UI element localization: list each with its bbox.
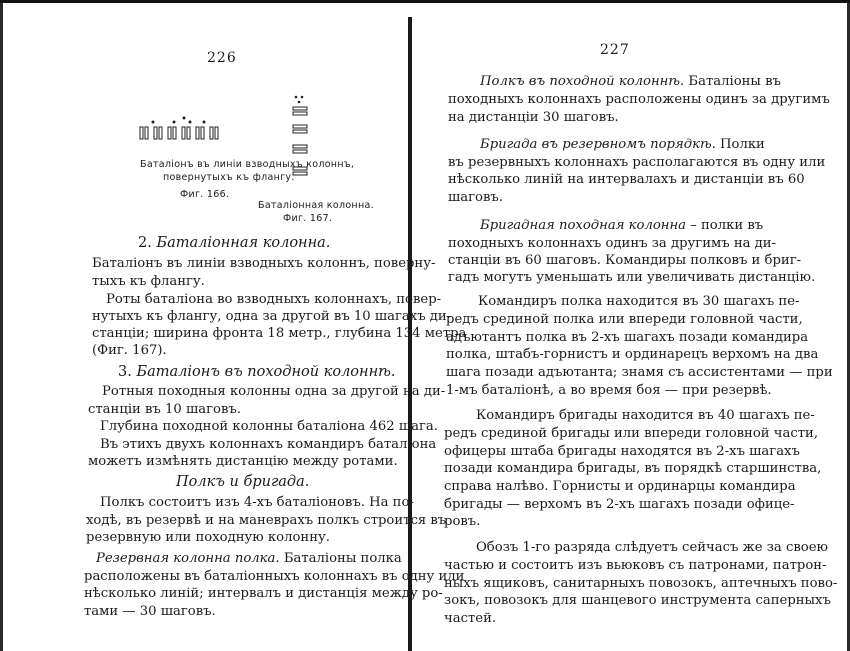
scan-edge-left xyxy=(0,3,3,651)
para-4-line: редъ срединой полка или впереди головной части, xyxy=(446,312,803,327)
para-3-line xyxy=(480,217,763,234)
section-3-line: Глубина походной колонны баталіона 462 шага. xyxy=(100,419,438,434)
para-5-line: позади командира бригады, въ порядкѣ старшинства, xyxy=(444,461,822,476)
page-number-left: 226 xyxy=(207,50,237,66)
para-6-line: ныхъ ящиковъ, санитарныхъ повозокъ, аптечныхъ пово- xyxy=(444,576,838,591)
figure-166-caption-line1: Баталіонъ въ линіи взводныхъ колоннъ, xyxy=(140,159,355,170)
section-3-number: 3. xyxy=(118,364,132,380)
para-1-line: на дистанціи 30 шаговъ. xyxy=(448,110,619,125)
para-2-line xyxy=(480,136,765,153)
para-4-line: Командиръ полка находится въ 30 шагахъ пе- xyxy=(478,294,800,309)
reserve-column-line: расположены въ баталіонныхъ колоннахъ въ одну или xyxy=(84,569,465,584)
para-4-line: адъютантъ полка въ 2-хъ шагахъ позади командира xyxy=(446,330,809,345)
para-1-line: походныхъ колоннахъ расположены одинъ за другимъ xyxy=(448,92,830,107)
section-4-heading: Полкъ и бригада. xyxy=(176,474,310,490)
section-3-heading xyxy=(118,364,396,380)
para-5-line: офицеры штаба бригады находятся въ 2-хъ шагахъ xyxy=(444,444,800,459)
page-number-right: 227 xyxy=(600,42,630,58)
figure-166-label: Фиг. 166. xyxy=(180,189,230,200)
para-4-line: 1-мъ баталіонѣ, а во время боя — при резервѣ. xyxy=(446,383,772,398)
section-3-title: Баталіонъ въ походной колоннѣ. xyxy=(136,364,396,380)
section-2-line: Роты баталіона во взводныхъ колоннахъ, повер- xyxy=(106,292,442,307)
para-2-line: шаговъ. xyxy=(448,190,503,205)
section-2-number: 2. xyxy=(138,235,152,251)
section-2-heading xyxy=(138,235,330,251)
reserve-column-line xyxy=(96,550,402,567)
reserve-column-title: Резервная колонна полка. xyxy=(96,551,280,566)
para-6-line: частей. xyxy=(444,611,497,626)
section-2-line: (Фиг. 167). xyxy=(92,343,167,358)
para-2-title: Бригада въ резервномъ порядкѣ. xyxy=(480,137,716,152)
section-2-line: станціи; ширина фронта 18 метр., глубина 134 метра xyxy=(92,326,467,341)
figure-167-label: Фиг. 167. xyxy=(283,213,333,224)
para-6-line: Обозъ 1-го разряда слѣдуетъ сейчасъ же за своею xyxy=(476,540,828,555)
figure-167-caption: Баталіонная колонна. xyxy=(258,200,374,211)
para-1-title: Полкъ въ походной колоннѣ. xyxy=(480,74,685,89)
para-6-line: зокъ, повозокъ для шанцевого инструмента саперныхъ xyxy=(444,593,831,608)
para-3-title: Бригадная походная колонна xyxy=(480,218,687,233)
section-2-line: тыхъ къ флангу. xyxy=(92,274,205,289)
para-3-line: гадъ могутъ уменьшать или увеличивать дистанцію. xyxy=(448,270,816,285)
figure-167-diagram xyxy=(290,93,312,189)
reserve-column-line: нѣсколько линій; интервалъ и дистанція между ро- xyxy=(84,586,443,601)
para-3-rest: – полки въ xyxy=(690,218,764,233)
para-6-line: частью и состоитъ изъ вьюковъ съ патронами, патрон- xyxy=(444,558,827,573)
para-3-line: станціи въ 60 шаговъ. Командиры полковъ и бриг- xyxy=(448,253,802,268)
para-5-line: ровъ. xyxy=(444,514,481,529)
section-4-line: Полкъ состоитъ изъ 4-хъ баталіоновъ. На по- xyxy=(100,495,414,510)
para-2-rest: Полки xyxy=(720,137,765,152)
section-3-line: Въ этихъ двухъ колоннахъ командиръ баталіона xyxy=(100,437,437,452)
section-2-line: нутыхъ къ флангу, одна за другой въ 10 шагахъ ди- xyxy=(92,309,452,324)
figure-166-caption-line2: повернутыхъ къ флангу. xyxy=(163,172,295,183)
para-1-line xyxy=(480,73,781,90)
section-3-line: станціи въ 10 шаговъ. xyxy=(88,402,241,417)
reserve-column-rest: Баталіоны полка xyxy=(283,551,402,566)
section-4-line: ходѣ, въ резервѣ и на маневрахъ полкъ строится въ xyxy=(86,513,447,528)
para-2-line: нѣсколько линій на интервалахъ и дистанціи въ 60 xyxy=(448,172,805,187)
section-4-line: резервную или походную колонну. xyxy=(86,530,330,545)
section-2-line: Баталіонъ въ линіи взводныхъ колоннъ, поверну- xyxy=(92,256,436,271)
para-4-line: полка, штабъ-горнистъ и ординарецъ верхомъ на два xyxy=(446,347,819,362)
para-5-line: редъ срединой бригады или впереди головной части, xyxy=(444,426,819,441)
reserve-column-line: тами — 30 шаговъ. xyxy=(84,604,216,619)
para-5-line: бригады — верхомъ въ 2-хъ шагахъ позади офице- xyxy=(444,497,795,512)
para-5-line: Командиръ бригады находится въ 40 шагахъ пе- xyxy=(476,408,815,423)
section-2-title: Баталіонная колонна. xyxy=(156,235,331,251)
para-2-line: въ резервныхъ колоннахъ располагаются въ одну или xyxy=(448,155,826,170)
para-3-line: походныхъ колоннахъ одинъ за другимъ на ди- xyxy=(448,236,777,251)
para-1-rest: Баталіоны въ xyxy=(688,74,781,89)
para-5-line: справа налѣво. Горнисты и ординарцы командира xyxy=(444,479,796,494)
para-4-line: шага позади адъютанта; знамя съ ассистентами — при xyxy=(446,365,833,380)
section-3-line: можетъ измѣнять дистанцію между ротами. xyxy=(88,454,398,469)
figure-166-diagram xyxy=(138,113,220,147)
section-3-line: Ротныя походныя колонны одна за другой на ди- xyxy=(102,384,446,399)
